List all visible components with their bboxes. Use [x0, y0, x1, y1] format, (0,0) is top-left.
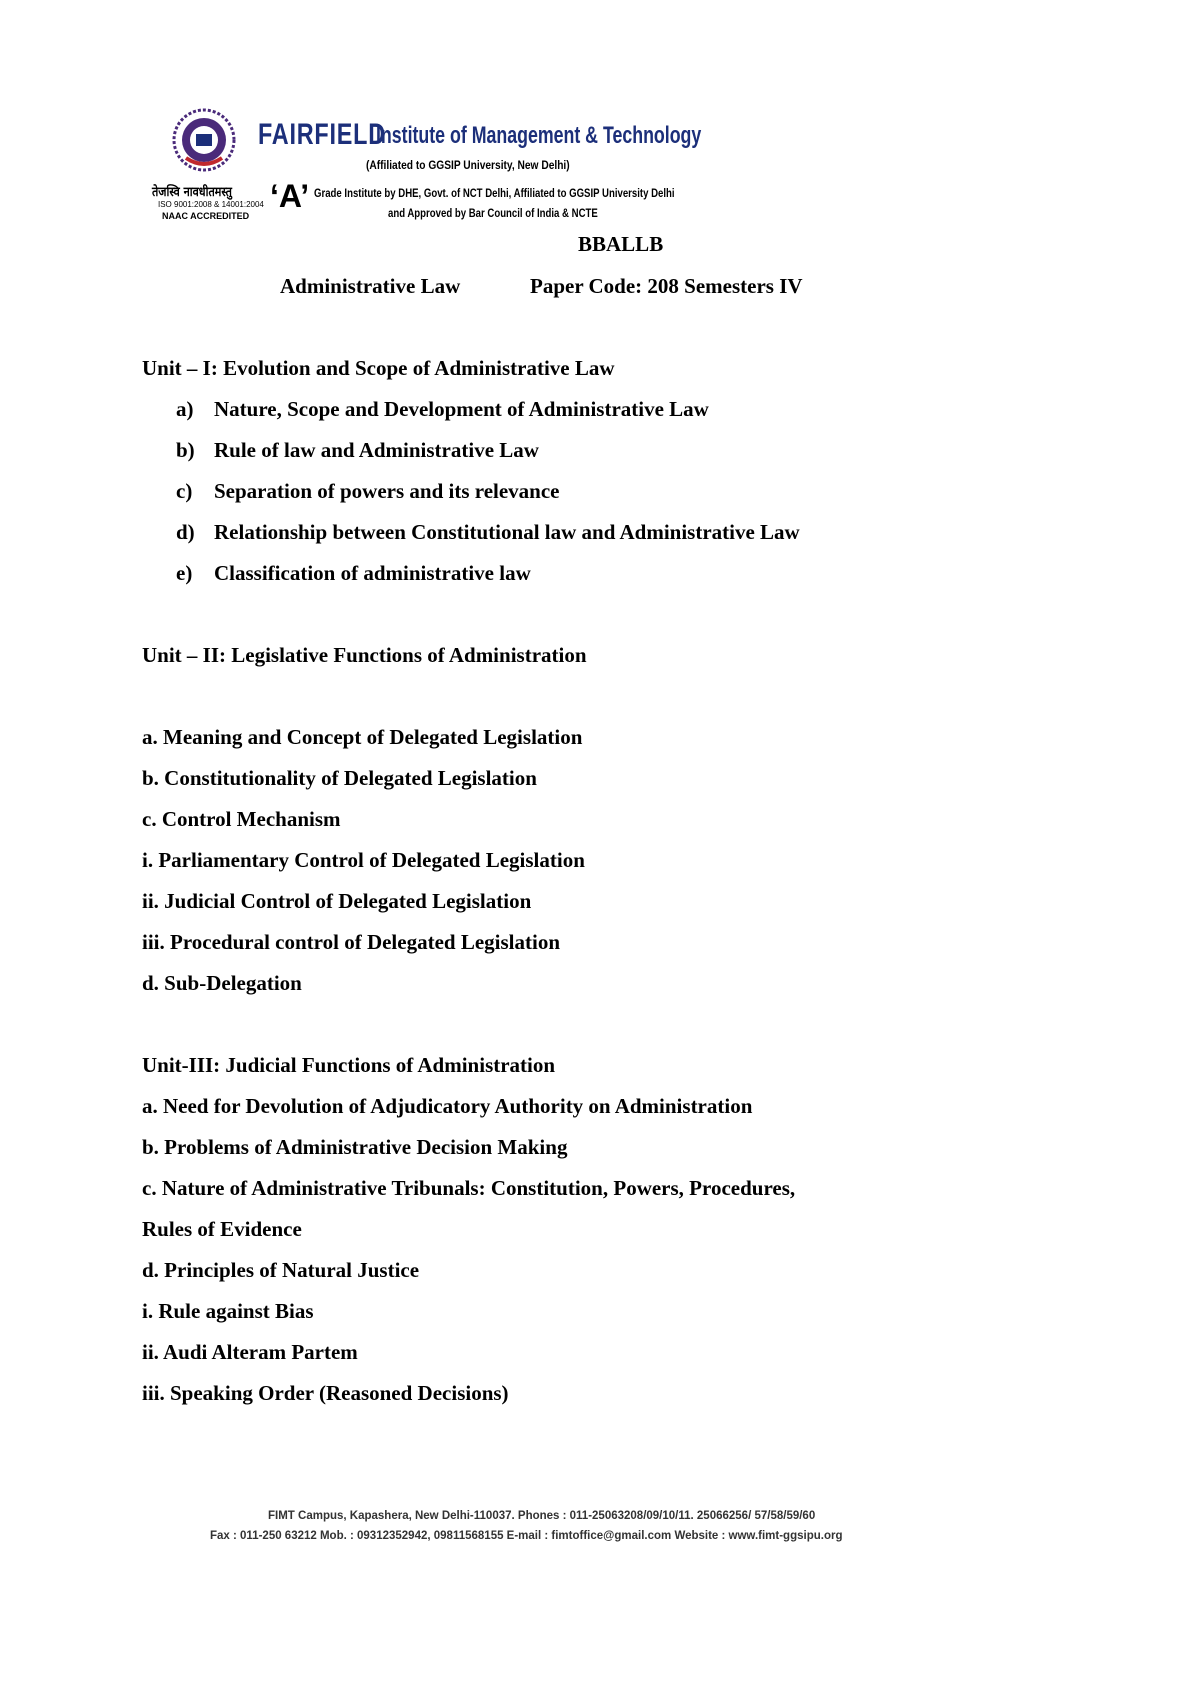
unit-1-title: Unit – I: Evolution and Scope of Administrative Law: [142, 356, 615, 380]
footer-contact-web: Fax : 011-250 63212 Mob. : 09312352942, 09811568155 E-mail : fimtoffice@gmail.com Website : www.fimt-ggsipu.org: [210, 1530, 843, 1542]
unit-3-line: iii. Speaking Order (Reasoned Decisions): [142, 1381, 509, 1405]
affiliation-text: (Affiliated to GGSIP University, New Delhi): [366, 158, 570, 172]
course-title: BBALLB: [578, 232, 664, 256]
unit-1-item-text: Nature, Scope and Development of Administrative Law: [214, 397, 709, 421]
unit-3-line: i. Rule against Bias: [142, 1299, 314, 1323]
unit-3-line: b. Problems of Administrative Decision Making: [142, 1135, 568, 1159]
unit-1-item-marker: c): [176, 479, 193, 503]
unit-2-line: iii. Procedural control of Delegated Legislation: [142, 930, 561, 954]
unit-1-item-marker: a): [176, 397, 194, 421]
unit-2-line: ii. Judicial Control of Delegated Legislation: [142, 889, 532, 913]
iso-certification: ISO 9001:2008 & 14001:2004: [158, 200, 264, 209]
unit-2-line: i. Parliamentary Control of Delegated Legislation: [142, 848, 585, 872]
unit-3-line: ii. Audi Alteram Partem: [142, 1340, 358, 1364]
unit-1-item-marker: b): [176, 438, 195, 462]
unit-1-item-text: Classification of administrative law: [214, 561, 531, 585]
grade-description-line1: Grade Institute by DHE, Govt. of NCT Delhi, Affiliated to GGSIP University Delhi: [314, 186, 675, 200]
unit-2-line: b. Constitutionality of Delegated Legislation: [142, 766, 537, 790]
subject-title: Administrative Law: [280, 274, 461, 298]
unit-1-item-text: Relationship between Constitutional law and Administrative Law: [214, 520, 800, 544]
unit-2-line: a. Meaning and Concept of Delegated Legislation: [142, 725, 583, 749]
unit-2-line: c. Control Mechanism: [142, 807, 341, 831]
unit-2-title: Unit – II: Legislative Functions of Administration: [142, 643, 587, 667]
hindi-motto: तेजस्वि नावधीतमस्तु: [152, 185, 232, 200]
unit-2-line: d. Sub-Delegation: [142, 971, 302, 995]
unit-1-item-text: Rule of law and Administrative Law: [214, 438, 539, 462]
naac-accreditation: NAAC ACCREDITED: [162, 211, 250, 221]
unit-1-item-marker: d): [176, 520, 195, 544]
unit-3-line: a. Need for Devolution of Adjudicatory Authority on Administration: [142, 1094, 753, 1118]
unit-1-item-text: Separation of powers and its relevance: [214, 479, 560, 503]
footer-address-phones: FIMT Campus, Kapashera, New Delhi-110037. Phones : 011-25063208/09/10/11. 25066256/ 57/58/59/60: [268, 1510, 816, 1522]
grade-mark: ‘A’: [270, 178, 310, 214]
paper-code-semester: Paper Code: 208 Semesters IV: [530, 274, 803, 298]
grade-description-line2: and Approved by Bar Council of India & NCTE: [388, 206, 598, 220]
unit-3-line: Rules of Evidence: [142, 1217, 302, 1241]
institute-name-fairfield: FAIRFIELD: [258, 118, 386, 151]
institute-seal-logo: [172, 108, 236, 172]
unit-3-line: d. Principles of Natural Justice: [142, 1258, 420, 1282]
unit-3-title: Unit-III: Judicial Functions of Administration: [142, 1053, 556, 1077]
institute-name-rest: Institute of Management & Technology: [376, 122, 702, 149]
institute-name: [258, 118, 702, 152]
unit-3-line: c. Nature of Administrative Tribunals: Constitution, Powers, Procedures,: [142, 1176, 796, 1200]
unit-1-item-marker: e): [176, 561, 193, 585]
